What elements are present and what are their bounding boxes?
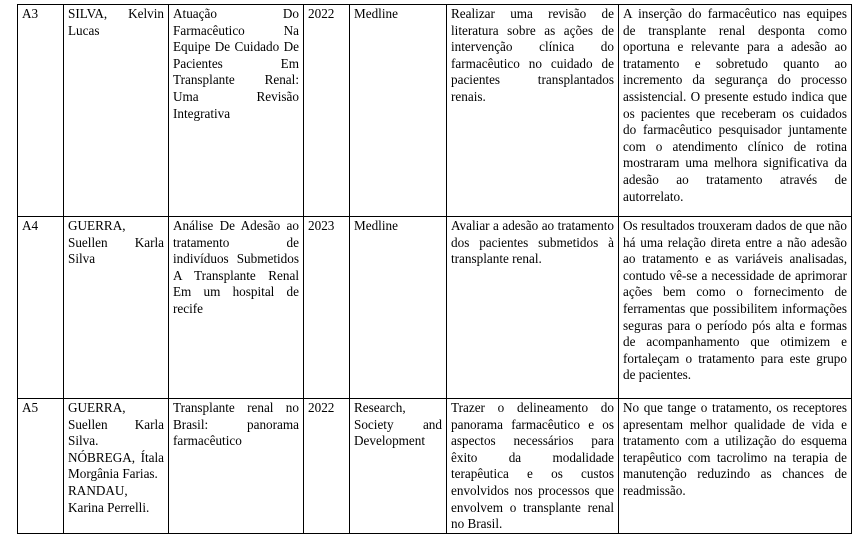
authors-cell bbox=[64, 399, 169, 534]
article-id-cell: A3 bbox=[18, 5, 64, 217]
source-cell: Medline bbox=[350, 217, 447, 399]
objective-cell: Trazer o delineamento do panorama farmacêutico e os aspectos necessários para êxito da modalidade terapêutica e os custos envolvidos nos processos que envolvem o transplante renal no Brasil. bbox=[447, 399, 619, 534]
objective-cell: Realizar uma revisão de literatura sobre as ações de intervenção clínica do farmacêutico no cuidado de pacientes transplantados renais. bbox=[447, 5, 619, 217]
table-row bbox=[18, 217, 852, 399]
results-cell: Os resultados trouxeram dados de que não há uma relação direta entre a não adesão ao tratamento e as variáveis analisadas, contudo vê-se a necessidade de aprimorar ações bem como o fornecimento de ferramentas que possibilitem informações seguras para o período pós alta e formas de acompanhamento que otimizem e fortaleçam o tratamento para este grupo de pacientes. bbox=[619, 217, 852, 399]
year-cell: 2022 bbox=[304, 5, 350, 217]
title-cell: Análise De Adesão ao tratamento de indivíduos Submetidos A Transplante Renal Em um hospital de recife bbox=[169, 217, 304, 399]
table-row bbox=[18, 5, 852, 217]
table-row bbox=[18, 399, 852, 534]
source-cell: Medline bbox=[350, 5, 447, 217]
results-cell: A inserção do farmacêutico nas equipes de transplante renal desponta como oportuna e relevante para a adesão ao tratamento e sobretudo quanto ao incremento da segurança do processo assistencial. O presente estudo indica que os pacientes que receberam os cuidados do farmacêutico pesquisador juntamente com o atendimento clínico de rotina mostraram uma melhora significativa da adesão ao tratamento através de autorrelato. bbox=[619, 5, 852, 217]
title-cell: Atuação Do Farmacêutico Na Equipe De Cuidado De Pacientes Em Transplante Renal: Uma Revisão Integrativa bbox=[169, 5, 304, 217]
authors-cell: SILVA, Kelvin Lucas bbox=[64, 5, 169, 217]
results-cell: No que tange o tratamento, os receptores apresentam melhor qualidade de vida e tratamento com a utilização do esquema terapêutico com tacrolimo na terapia de manutenção reduzindo as chances de readmissão. bbox=[619, 399, 852, 534]
year-cell: 2023 bbox=[304, 217, 350, 399]
title-cell: Transplante renal no Brasil: panorama farmacêutico bbox=[169, 399, 304, 534]
year-cell: 2022 bbox=[304, 399, 350, 534]
author-entry: RANDAU, Karina Perrelli. bbox=[68, 482, 150, 515]
article-id-cell: A5 bbox=[18, 399, 64, 534]
author-entry: GUERRA, Suellen Karla Silva. bbox=[68, 400, 164, 449]
literature-review-table bbox=[17, 4, 852, 534]
author-entry: NÓBREGA, Ítala Morgânia Farias. bbox=[68, 449, 164, 482]
objective-cell: Avaliar a adesão ao tratamento dos pacientes submetidos à transplante renal. bbox=[447, 217, 619, 399]
article-id-cell: A4 bbox=[18, 217, 64, 399]
source-cell: Research, Society and Development bbox=[350, 399, 447, 534]
authors-cell: GUERRA, Suellen Karla Silva bbox=[64, 217, 169, 399]
